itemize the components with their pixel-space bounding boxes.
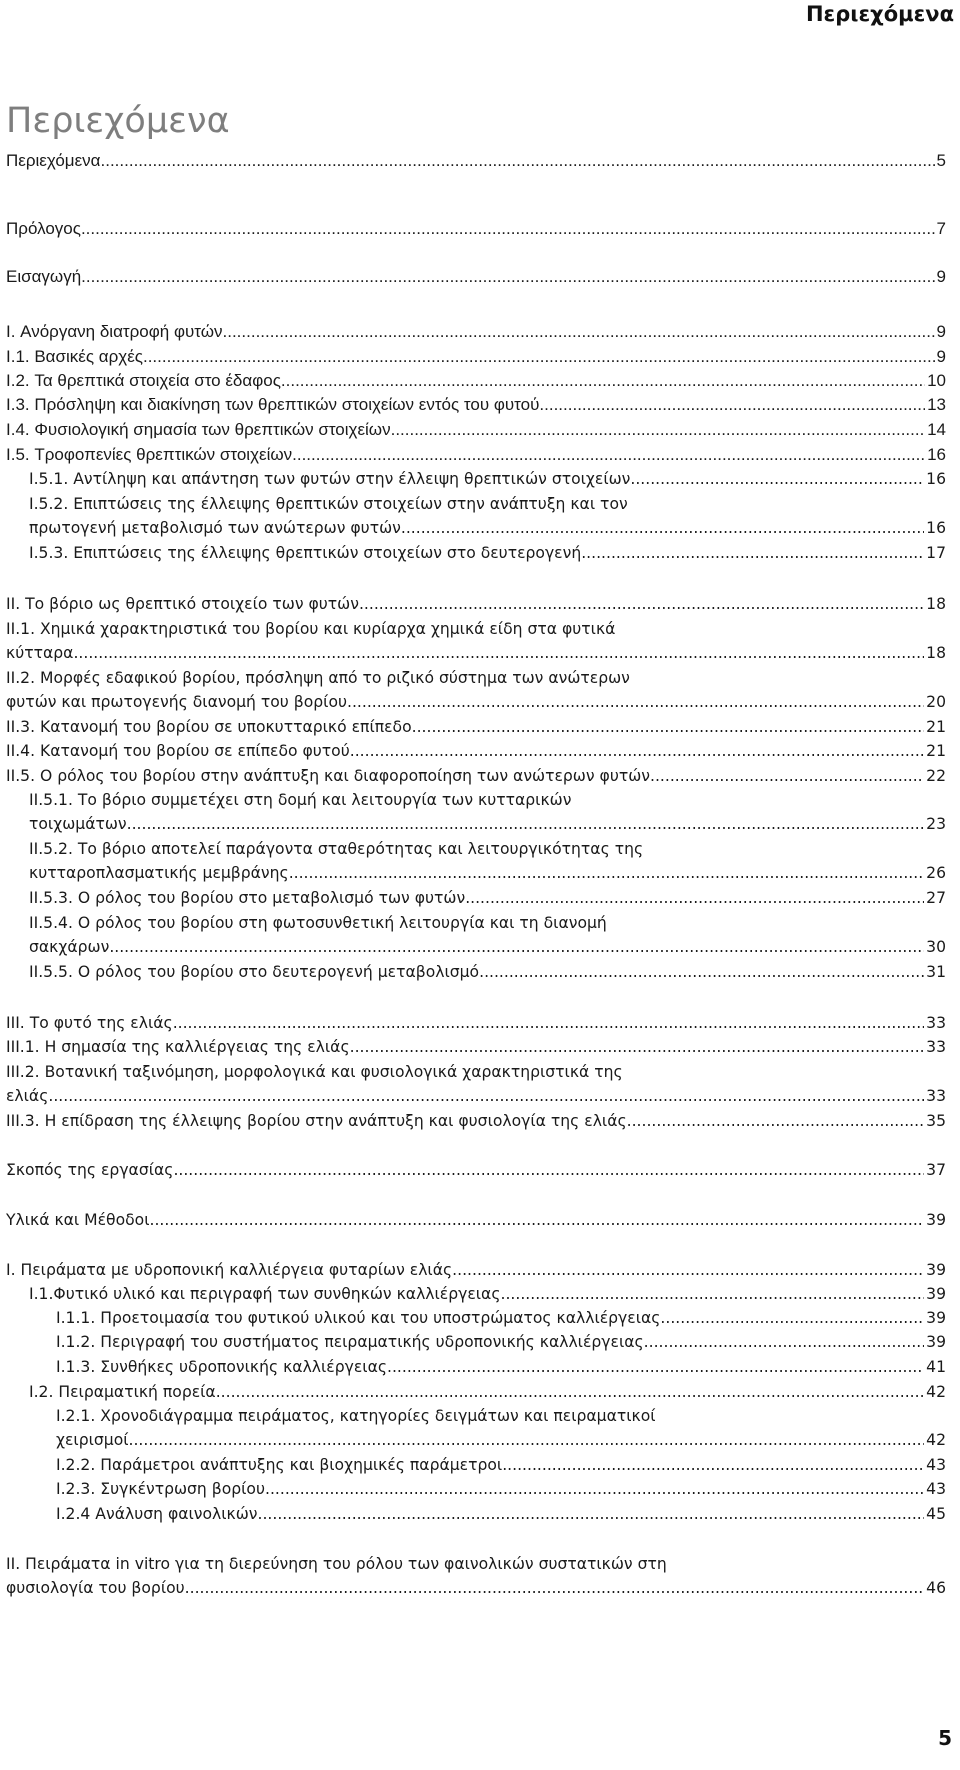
toc-entry-page: 5 <box>936 151 946 170</box>
toc-entry[interactable] <box>6 445 946 465</box>
toc-entry[interactable] <box>56 1455 946 1475</box>
toc-entry[interactable] <box>56 1406 946 1450</box>
toc-entry-page: 35 <box>926 1112 946 1130</box>
toc-entry-page: 16 <box>926 519 946 537</box>
toc-entry-page: 22 <box>926 767 946 785</box>
toc-entry[interactable] <box>6 1260 946 1280</box>
dot-leader <box>479 962 924 982</box>
toc-entry-label: II.3. Κατανομή του βορίου σε υποκυτταρικό επίπεδο <box>6 718 412 736</box>
toc-entry-page: 18 <box>926 644 946 662</box>
toc-entry-label: I.5. Τροφοπενίες θρεπτικών στοιχείων <box>6 445 293 464</box>
dot-leader <box>627 1111 925 1131</box>
dot-leader <box>101 151 935 171</box>
toc-entry[interactable] <box>29 469 946 489</box>
toc-entry[interactable] <box>6 1160 946 1180</box>
toc-entry-page: 42 <box>926 1431 946 1449</box>
toc-entry-label-line: I.2.1. Χρονοδιάγραμμα πειράματος, κατηγορίες δειγμάτων και πειραματικοί <box>56 1407 656 1425</box>
toc-entry[interactable] <box>6 322 946 342</box>
toc-entry-page: 42 <box>926 1383 946 1401</box>
toc-entry-label: II. Το βόριο ως θρεπτικό στοιχείο των φυτών <box>6 595 359 613</box>
dot-leader <box>539 395 925 415</box>
dot-leader <box>501 1284 925 1304</box>
toc-entry-label: κυτταροπλασματικής μεμβράνης <box>29 864 289 882</box>
toc-entry-label: I.5.1. Αντίληψη και απάντηση των φυτών στην έλλειψη θρεπτικών στοιχείων <box>29 470 631 488</box>
dot-leader <box>81 267 934 287</box>
toc-entry-label: φυσιολογία του βορίου <box>6 1579 185 1597</box>
dot-leader <box>660 1308 924 1328</box>
toc-entry[interactable] <box>56 1332 946 1352</box>
toc-entry[interactable] <box>6 267 946 287</box>
toc-entry-page: 31 <box>926 963 946 981</box>
toc-entry-label: Εισαγωγή <box>6 267 82 286</box>
toc-entry-label-line: II.5.1. Το βόριο συμμετέχει στη δομή και λειτουργία των κυτταρικών <box>29 791 572 809</box>
dot-leader <box>630 469 924 489</box>
toc-entry[interactable] <box>6 766 946 786</box>
toc-entry-page: 33 <box>926 1038 946 1056</box>
toc-entry-label: III. Το φυτό της ελιάς <box>6 1014 173 1032</box>
toc-entry-label: III.3. Η επίδραση της έλλειψης βορίου στην ανάπτυξη και φυσιολογία της ελιάς <box>6 1112 627 1130</box>
toc-entry[interactable] <box>6 1554 946 1598</box>
toc-entry-label: πρωτογενή μεταβολισμό των ανώτερων φυτών <box>29 519 401 537</box>
toc-entry-label: χειρισμοί <box>56 1431 129 1449</box>
toc-entry-label: τοιχωμάτων <box>29 815 127 833</box>
dot-leader <box>281 371 925 391</box>
toc-entry-page: 45 <box>926 1505 946 1523</box>
toc-entry-label-line: II.2. Μορφές εδαφικού βορίου, πρόσληψη από το ριζικό σύστημα των ανώτερων <box>6 669 630 687</box>
toc-entry-page: 33 <box>926 1014 946 1032</box>
dot-leader <box>350 1037 925 1057</box>
toc-entry-label-line: II.5.2. Το βόριο αποτελεί παράγοντα σταθερότητας και λειτουργικότητας της <box>29 840 644 858</box>
toc-entry-page: 43 <box>926 1456 946 1474</box>
toc-entry[interactable] <box>6 741 946 761</box>
toc-entry-page: 21 <box>926 718 946 736</box>
toc-entry-page: 9 <box>936 347 946 366</box>
toc-entry-page: 37 <box>926 1161 946 1179</box>
dot-leader <box>391 420 925 440</box>
toc-entry[interactable] <box>6 1210 946 1230</box>
toc-entry-label: Σκοπός της εργασίας <box>6 1161 174 1179</box>
toc-entry-label-line: II.5.4. Ο ρόλος του βορίου στη φωτοσυνθετική λειτουργία και τη διανομή <box>29 914 607 932</box>
toc-entry[interactable] <box>56 1357 946 1377</box>
toc-entry-label: Περιεχόμενα <box>6 151 101 170</box>
toc-entry[interactable] <box>56 1308 946 1328</box>
dot-leader <box>223 322 935 342</box>
dot-leader <box>350 741 924 761</box>
toc-entry[interactable] <box>29 1284 946 1304</box>
toc-entry-label: III.1. Η σημασία της καλλιέργειας της ελιάς <box>6 1038 350 1056</box>
toc-entry-page: 7 <box>936 219 946 238</box>
toc-entry[interactable] <box>6 717 946 737</box>
dot-leader <box>650 766 924 786</box>
toc-entry-page: 9 <box>936 267 946 286</box>
toc-entry-label: I.1.1. Προετοιμασία του φυτικού υλικού και του υποστρώματος καλλιέργειας <box>56 1309 661 1327</box>
toc-entry-label: ελιάς <box>6 1087 49 1105</box>
toc-entry-page: 27 <box>926 889 946 907</box>
toc-entry-page: 30 <box>926 938 946 956</box>
dot-leader <box>401 518 924 538</box>
dot-leader <box>129 1430 925 1450</box>
toc-entry-page: 39 <box>926 1333 946 1351</box>
toc-entry-label: I.2. Τα θρεπτικά στοιχεία στο έδαφος <box>6 371 281 390</box>
dot-leader <box>412 717 925 737</box>
toc-entry-page: 39 <box>926 1309 946 1327</box>
toc-entry-page: 39 <box>926 1211 946 1229</box>
dot-leader <box>359 594 924 614</box>
page-title: Περιεχόμενα <box>6 101 230 142</box>
toc-entry-page: 41 <box>926 1358 946 1376</box>
toc-entry-page: 39 <box>926 1261 946 1279</box>
toc-entry-label: κύτταρα <box>6 644 74 662</box>
toc-entry-label: I.3. Πρόσληψη και διακίνηση των θρεπτικών στοιχείων εντός του φυτού <box>6 395 540 414</box>
toc-entry[interactable] <box>6 1111 946 1131</box>
toc-entry-label: I.1.3. Συνθήκες υδροπονικής καλλιέργειας <box>56 1358 388 1376</box>
toc-entry-label-line: II. Πειράματα in vitro για τη διερεύνηση του ρόλου των φαινολικών συστατικών στη <box>6 1555 667 1573</box>
toc-entry-label: I. Πειράματα με υδροπονική καλλιέργεια φυταρίων ελιάς <box>6 1261 453 1279</box>
toc-entry-label: II.4. Κατανομή του βορίου σε επίπεδο φυτού <box>6 742 350 760</box>
toc-entry-label: Πρόλογος <box>6 219 81 238</box>
toc-entry-page: 17 <box>926 544 946 562</box>
toc-entry[interactable] <box>6 347 946 367</box>
toc-entry-label: I.4. Φυσιολογική σημασία των θρεπτικών στοιχείων <box>6 420 391 439</box>
toc-entry[interactable] <box>29 839 946 883</box>
toc-entry-label: I.2. Πειραματική πορεία <box>29 1383 216 1401</box>
dot-leader <box>48 1086 924 1106</box>
dot-leader <box>265 1479 924 1499</box>
toc-entry[interactable] <box>29 494 946 538</box>
toc-entry[interactable] <box>6 1062 946 1106</box>
toc-entry-page: 18 <box>926 595 946 613</box>
toc-entry-label: I.2.4 Ανάλυση φαινολικών <box>56 1505 258 1523</box>
dot-leader <box>292 445 925 465</box>
toc-entry-label: II.5.3. Ο ρόλος του βορίου στο μεταβολισμό των φυτών <box>29 889 466 907</box>
toc-entry-label-line: II.1. Χημικά χαρακτηριστικά του βορίου και κυρίαρχα χημικά είδη στα φυτικά <box>6 620 616 638</box>
toc-entry[interactable] <box>6 151 946 171</box>
dot-leader <box>127 814 925 834</box>
toc-entry-label-line: I.5.2. Επιπτώσεις της έλλειψης θρεπτικών στοιχείων στην ανάπτυξη και τον <box>29 495 628 513</box>
toc-entry[interactable] <box>6 219 946 239</box>
toc-entry-page: 21 <box>926 742 946 760</box>
dot-leader <box>258 1504 925 1524</box>
toc-entry-page: 16 <box>927 445 946 464</box>
dot-leader <box>289 863 924 883</box>
toc-entry-page: 23 <box>926 815 946 833</box>
toc-entry[interactable] <box>29 888 946 908</box>
running-header: Περιεχόμενα <box>805 2 954 26</box>
toc-entry-page: 13 <box>927 395 946 414</box>
toc-entry[interactable] <box>6 371 946 391</box>
toc-entry[interactable] <box>6 420 946 440</box>
toc-entry-label-line: III.2. Βοτανική ταξινόμηση, μορφολογικά και φυσιολογικά χαρακτηριστικά της <box>6 1063 623 1081</box>
dot-leader <box>581 543 924 563</box>
dot-leader <box>387 1357 924 1377</box>
toc-entry[interactable] <box>6 395 946 415</box>
toc-entry[interactable] <box>29 790 946 834</box>
toc-entry-page: 16 <box>926 470 946 488</box>
dot-leader <box>81 219 935 239</box>
dot-leader <box>73 643 924 663</box>
toc-entry-page: 10 <box>927 371 946 390</box>
toc-entry[interactable] <box>29 1382 946 1402</box>
toc-entry-label: σακχάρων <box>29 938 110 956</box>
dot-leader <box>502 1455 924 1475</box>
toc-entry-label: Υλικά και Μέθοδοι <box>6 1211 150 1229</box>
toc-entry-label: I.2.3. Συγκέντρωση βορίου <box>56 1480 266 1498</box>
toc-entry[interactable] <box>29 913 946 957</box>
toc-entry[interactable] <box>6 1037 946 1057</box>
dot-leader <box>149 1210 924 1230</box>
dot-leader <box>465 888 924 908</box>
toc-entry[interactable] <box>6 668 946 712</box>
toc-entry-label: II.5. Ο ρόλος του βορίου στην ανάπτυξη και διαφοροποίηση των ανώτερων φυτών <box>6 767 651 785</box>
page-number: 5 <box>938 1726 952 1750</box>
dot-leader <box>644 1332 925 1352</box>
toc-entry-label: I.1. Βασικές αρχές <box>6 347 143 366</box>
toc-entry[interactable] <box>56 1504 946 1524</box>
toc-entry-page: 46 <box>926 1579 946 1597</box>
toc-entry-label: φυτών και πρωτογενής διανομή του βορίου <box>6 693 348 711</box>
toc-entry-label: I. Ανόργανη διατροφή φυτών <box>6 322 223 341</box>
toc-entry[interactable] <box>6 594 946 614</box>
toc-entry-page: 39 <box>926 1285 946 1303</box>
dot-leader <box>173 1160 924 1180</box>
toc-entry-label: I.2.2. Παράμετροι ανάπτυξης και βιοχημικές παράμετροι <box>56 1456 503 1474</box>
dot-leader <box>109 937 924 957</box>
dot-leader <box>216 1382 924 1402</box>
toc-entry-page: 33 <box>926 1087 946 1105</box>
dot-leader <box>143 347 935 367</box>
toc-entry[interactable] <box>29 962 946 982</box>
toc-entry-label: I.5.3. Επιπτώσεις της έλλειψης θρεπτικών στοιχείων στο δευτερογενή <box>29 544 582 562</box>
toc-entry-page: 9 <box>936 322 946 341</box>
dot-leader <box>452 1260 924 1280</box>
toc-entry-label: I.1.Φυτικό υλικό και περιγραφή των συνθηκών καλλιέργειας <box>29 1285 501 1303</box>
toc-entry[interactable] <box>6 1013 946 1033</box>
toc-entry-page: 43 <box>926 1480 946 1498</box>
toc-entry-label: I.1.2. Περιγραφή του συστήματος πειραματικής υδροπονικής καλλιέργειας <box>56 1333 644 1351</box>
toc-entry-label: II.5.5. Ο ρόλος του βορίου στο δευτερογενή μεταβολισμό <box>29 963 480 981</box>
toc-entry-page: 14 <box>927 420 946 439</box>
dot-leader <box>173 1013 924 1033</box>
toc-entry-page: 20 <box>926 693 946 711</box>
toc-entry[interactable] <box>6 619 946 663</box>
dot-leader <box>347 692 924 712</box>
toc-entry[interactable] <box>29 543 946 563</box>
dot-leader <box>185 1578 924 1598</box>
toc-entry-page: 26 <box>926 864 946 882</box>
toc-entry[interactable] <box>56 1479 946 1499</box>
